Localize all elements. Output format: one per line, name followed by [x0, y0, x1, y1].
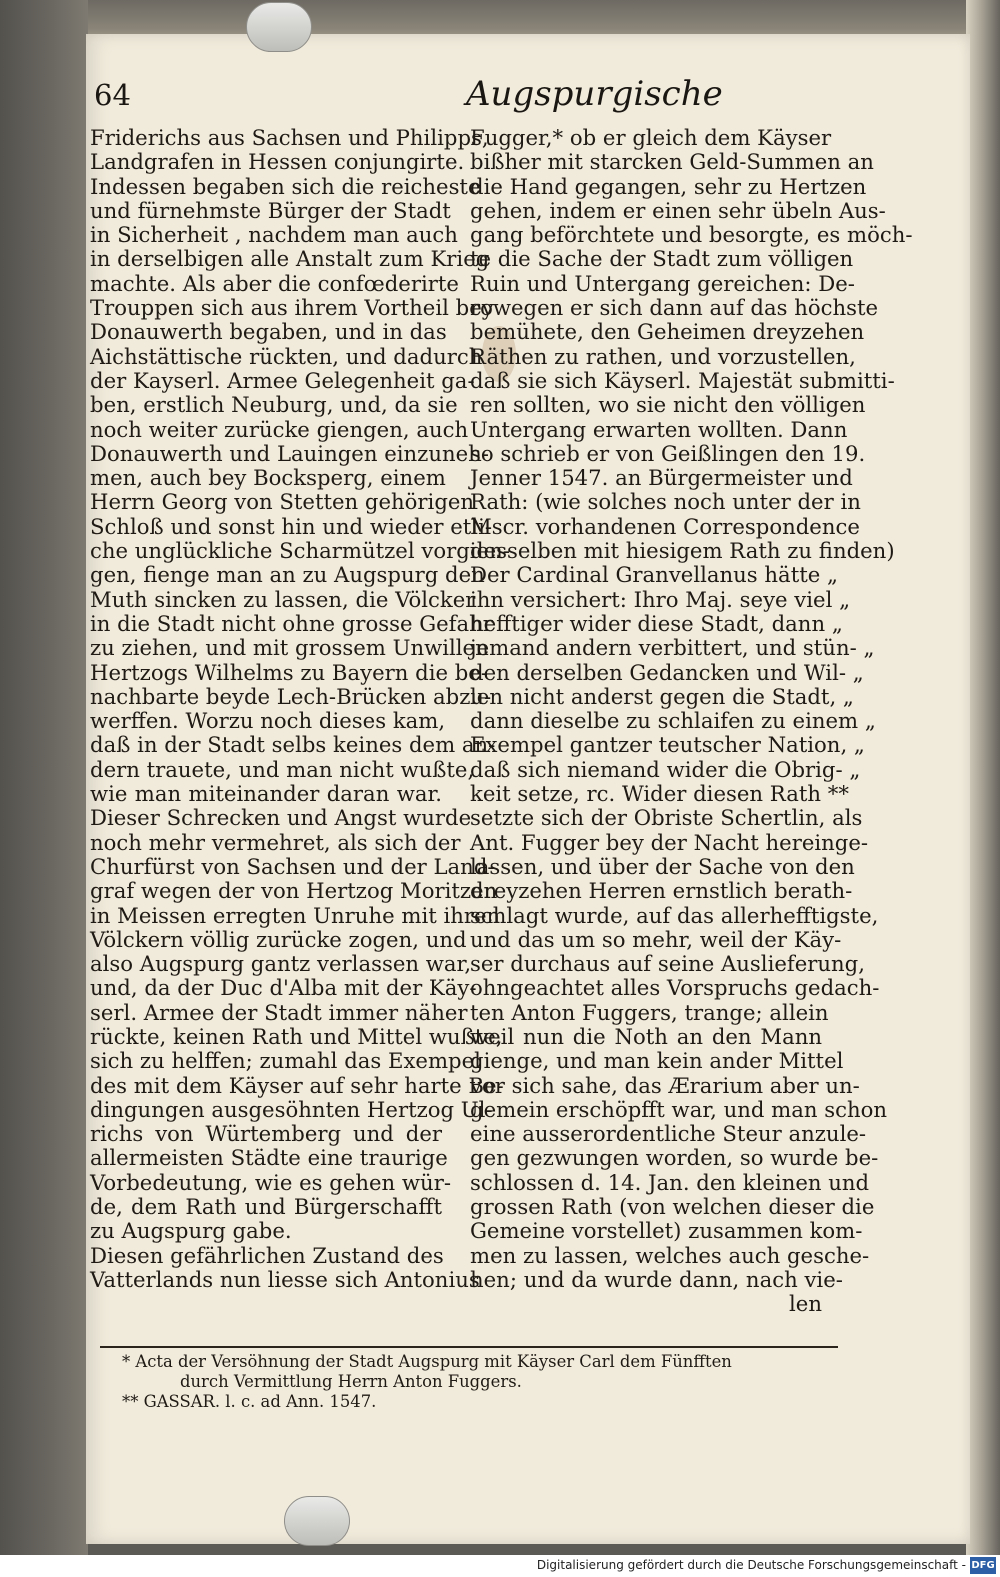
- text-line: richs von Würtemberg und der: [90, 1121, 442, 1147]
- text-line: dreyzehen Herren ernstlich berath-: [470, 878, 853, 904]
- text-line: Vatterlands nun liesse sich Antonius: [90, 1266, 480, 1292]
- text-line: Untergang erwarten wollten. Dann: [470, 416, 848, 442]
- text-line: Indessen begaben sich die reicheste: [90, 173, 481, 199]
- footnote-1-line-2: durch Vermittlung Herrn Anton Fuggers.: [180, 1372, 522, 1391]
- text-line: die Hand gegangen, sehr zu Hertzen: [470, 173, 867, 199]
- text-line: dann dieselbe zu schlaifen zu einem „: [470, 708, 876, 734]
- left-text-column: [90, 125, 510, 1292]
- text-line: gang beförchtete und besorgte, es möch-: [470, 222, 913, 248]
- text-line: ohngeachtet alles Vorspruchs gedach-: [470, 975, 880, 1001]
- text-line: Mscr. vorhandenen Correspondence: [470, 513, 860, 539]
- text-line: Churfürst von Sachsen und der Land-: [90, 853, 495, 879]
- text-line: noch weiter zurücke giengen, auch: [90, 416, 469, 442]
- text-line: gehen, indem er einen sehr übeln Aus-: [470, 197, 886, 223]
- text-line: keit setze, rc. Wider diesen Rath **: [470, 781, 849, 807]
- text-line: jemand andern verbittert, und stün- „: [470, 635, 875, 661]
- book-edge-left: [0, 0, 88, 1577]
- text-line: ihn versichert: Ihro Maj. seye viel „: [470, 586, 851, 612]
- text-line: des mit dem Käyser auf sehr harte Be-: [90, 1072, 504, 1098]
- text-line: werffen. Worzu noch dieses kam,: [90, 708, 446, 734]
- text-line: Donauwerth und Lauingen einzuneh-: [90, 440, 489, 466]
- text-line: in Meissen erregten Unruhe mit ihren: [90, 902, 501, 928]
- text-line: eine ausserordentliche Steur anzule-: [470, 1121, 867, 1147]
- text-line: gemein erschöpfft war, und man schon: [470, 1096, 888, 1122]
- text-line: sich zu helffen; zumahl das Exempel: [90, 1048, 481, 1074]
- text-line: daß sich niemand wider die Obrig- „: [470, 756, 861, 782]
- text-line: lassen, und über der Sache von den: [470, 853, 855, 879]
- text-line: Räthen zu rathen, und vorzustellen,: [470, 343, 856, 369]
- text-line: Landgrafen in Hessen conjungirte.: [90, 149, 465, 175]
- text-line: Ruin und Untergang gereichen: De-: [470, 270, 855, 296]
- text-line: men zu lassen, welches auch gesche-: [470, 1242, 870, 1268]
- text-line: gen, fienge man an zu Augspurg den: [90, 562, 485, 588]
- text-line: rowegen er sich dann auf das höchste: [470, 295, 879, 321]
- running-title: Augspurgische: [466, 74, 723, 114]
- text-line: bemühete, den Geheimen dreyzehen: [470, 319, 865, 345]
- text-line: len: [789, 1291, 822, 1317]
- digitization-credit: Digitalisierung gefördert durch die Deutsche Forschungsgemeinschaft -: [536, 1558, 966, 1572]
- text-line: vor sich sahe, das Ærarium aber un-: [470, 1072, 860, 1098]
- text-line: Trouppen sich aus ihrem Vortheil bey: [90, 295, 494, 321]
- text-line: wie man miteinander daran war.: [90, 781, 442, 807]
- page-header: [94, 70, 854, 120]
- text-line: noch mehr vermehret, als sich der: [90, 829, 461, 855]
- text-line: nachbarte beyde Lech-Brücken abzu-: [90, 683, 492, 709]
- text-line: Exempel gantzer teutscher Nation, „: [470, 732, 865, 758]
- text-line: schlagt wurde, auf das allerhefftigste,: [470, 902, 879, 928]
- text-line: schlossen d. 14. Jan. den kleinen und: [470, 1169, 870, 1195]
- footnote-1-line-1: * Acta der Versöhnung der Stadt Augspurg mit Käyser Carl dem Fünfften: [122, 1352, 732, 1371]
- text-line: graf wegen der von Hertzog Moritzen: [90, 878, 498, 904]
- text-line: ten Anton Fuggers, trange; allein: [470, 999, 829, 1025]
- text-line: dingungen ausgesöhnten Hertzog Ul-: [90, 1096, 493, 1122]
- text-line: Vorbedeutung, wie es gehen wür-: [90, 1169, 451, 1195]
- text-line: rückte, keinen Rath und Mittel wußte,: [90, 1023, 503, 1049]
- book-edge-right: [966, 0, 1000, 1577]
- text-line: der Kayserl. Armee Gelegenheit ga-: [90, 367, 475, 393]
- text-line: Gemeine vorstellet) zusammen kom-: [470, 1218, 863, 1244]
- footnote-2: ** GASSAR. l. c. ad Ann. 1547.: [122, 1392, 377, 1411]
- text-line: zu Augspurg gabe.: [90, 1218, 292, 1244]
- text-line: Hertzogs Wilhelms zu Bayern die be-: [90, 659, 488, 685]
- text-line: und, da der Duc d'Alba mit der Käy-: [90, 975, 477, 1001]
- text-line: den derselben Gedancken und Wil- „: [470, 659, 864, 685]
- text-line: daß sie sich Käyserl. Majestät submitti-: [470, 367, 895, 393]
- text-line: machte. Als aber die confœderirte: [90, 270, 459, 296]
- text-line: und das um so mehr, weil der Käy-: [470, 926, 842, 952]
- text-line: und fürnehmste Bürger der Stadt: [90, 197, 451, 223]
- text-line: so schrieb er von Geißlingen den 19.: [470, 440, 866, 466]
- text-line: ren sollten, wo sie nicht den völligen: [470, 392, 866, 418]
- text-line: serl. Armee der Stadt immer näher: [90, 999, 468, 1025]
- text-line: setzte sich der Obriste Schertlin, als: [470, 805, 863, 831]
- text-line: also Augspurg gantz verlassen war,: [90, 951, 472, 977]
- text-line: in derselbigen alle Anstalt zum Krieg: [90, 246, 490, 272]
- text-line: ser durchaus auf seine Auslieferung,: [470, 951, 865, 977]
- text-line: hen; und da wurde dann, nach vie-: [470, 1266, 843, 1292]
- page-number: 64: [94, 78, 131, 112]
- text-line: Rath: (wie solches noch unter der in: [470, 489, 861, 515]
- text-line: dern trauete, und man nicht wußte,: [90, 756, 475, 782]
- text-line: Friderichs aus Sachsen und Philipps,: [90, 125, 489, 150]
- text-line: te die Sache der Stadt zum völligen: [470, 246, 854, 272]
- text-line: len nicht anderst gegen die Stadt, „: [470, 683, 854, 709]
- text-line: che unglückliche Scharmützel vorgien-: [90, 538, 510, 564]
- footnotes: [122, 1352, 842, 1412]
- text-line: Völckern völlig zurücke zogen, und: [90, 926, 467, 952]
- text-line: allermeisten Städte eine traurige: [90, 1145, 448, 1171]
- text-line: Donauwerth begaben, und in das: [90, 319, 447, 345]
- footnote-rule: [100, 1346, 838, 1348]
- text-line: weil nun die Noth an den Mann: [470, 1023, 822, 1049]
- text-line: de, dem Rath und Bürgerschafft: [90, 1194, 442, 1220]
- text-line: Dieser Schrecken und Angst wurde: [90, 805, 472, 831]
- text-line: zu ziehen, und mit grossem Unwillen: [90, 635, 489, 661]
- text-line: Der Cardinal Granvellanus hätte „: [470, 562, 838, 588]
- text-line: Fugger,* ob er gleich dem Käyser: [470, 125, 832, 150]
- text-line: ben, erstlich Neuburg, und, da sie: [90, 392, 458, 418]
- text-line: gienge, und man kein ander Mittel: [470, 1048, 844, 1074]
- text-line: Ant. Fugger bey der Nacht hereinge-: [470, 829, 869, 855]
- text-line: Jenner 1547. an Bürgermeister und: [470, 465, 853, 491]
- text-line: in Sicherheit , nachdem man auch: [90, 222, 458, 248]
- dfg-logo: DFG: [970, 1557, 996, 1574]
- text-line: Muth sincken zu lassen, die Völcker: [90, 586, 476, 612]
- text-line: desselben mit hiesigem Rath zu finden): [470, 538, 895, 564]
- text-line: daß in der Stadt selbs keines dem an-: [90, 732, 496, 758]
- text-line: Herrn Georg von Stetten gehörigen: [90, 489, 475, 515]
- text-line: Diesen gefährlichen Zustand des: [90, 1242, 444, 1268]
- page-clip-top: [246, 2, 312, 52]
- text-line: bißher mit starcken Geld-Summen an: [470, 149, 874, 175]
- text-line: gen gezwungen worden, so wurde be-: [470, 1145, 879, 1171]
- text-line: men, auch bey Bocksperg, einem: [90, 465, 446, 491]
- page-clip-bottom: [284, 1496, 350, 1546]
- text-line: grossen Rath (von welchen dieser die: [470, 1194, 875, 1220]
- text-line: Schloß und sonst hin und wieder etli-: [90, 513, 493, 539]
- text-line: hefftiger wider diese Stadt, dann „: [470, 610, 843, 636]
- text-line: in die Stadt nicht ohne grosse Gefahr: [90, 610, 493, 636]
- right-text-column: [470, 125, 913, 1317]
- text-line: Aichstättische rückten, und dadurch: [90, 343, 483, 369]
